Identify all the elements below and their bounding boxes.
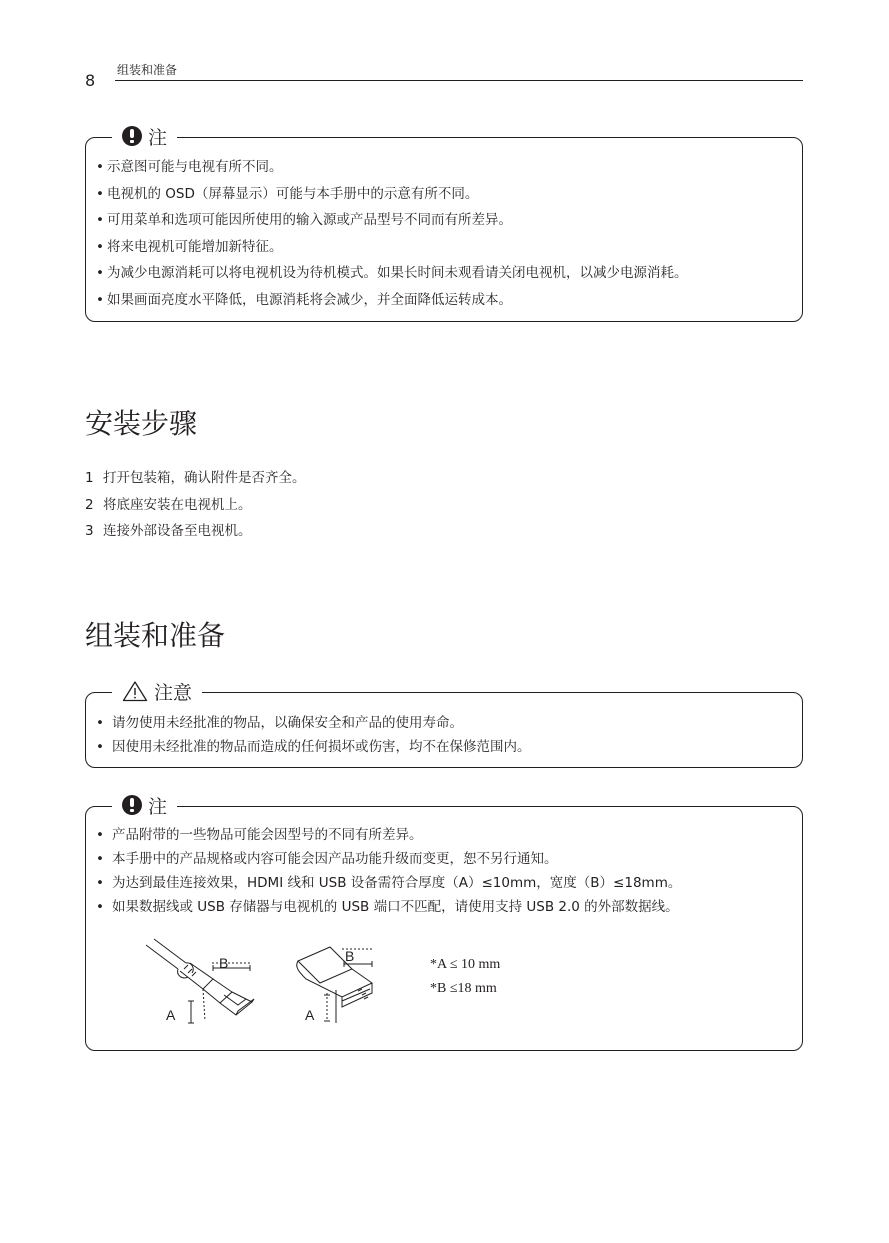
list-item-text: 为减少电源消耗可以将电视机设为待机模式。如果长时间未观看请关闭电视机，以减少电源消耗。 xyxy=(107,265,688,281)
list-item: • 将来电视机可能增加新特征。 xyxy=(96,238,283,255)
dimension-b-text: *B ≤18 mm xyxy=(430,981,497,996)
list-item: • 如果画面亮度水平降低，电源消耗将会减少，并全面降低运转成本。 xyxy=(96,291,512,308)
list-item-text: 如果画面亮度水平降低，电源消耗将会减少，并全面降低运转成本。 xyxy=(107,291,512,308)
step-number: 2 xyxy=(85,496,94,513)
header-section-title: 组装和准备 xyxy=(117,63,178,77)
install-heading: 安装步骤 xyxy=(85,407,198,440)
caution-list xyxy=(96,711,531,759)
list-item: • 可用菜单和选项可能因所使用的输入源或产品型号不同而有所差异。 xyxy=(96,212,512,228)
note-list xyxy=(96,823,681,919)
note-title-label: 注 xyxy=(148,795,168,818)
list-item-text: 产品附带的一些物品可能会因型号的不同有所差异。 xyxy=(112,827,423,843)
note-box xyxy=(85,126,803,322)
list-item-text: 本手册中的产品规格或内容可能会因产品功能升级而变更，恕不另行通知。 xyxy=(112,851,558,867)
step-number: 1 xyxy=(85,470,94,486)
list-item-text: 如果数据线或 USB 存储器与电视机的 USB 端口不匹配，请使用支持 USB 2.0 的外部数据线。 xyxy=(112,899,679,915)
page-number: 8 xyxy=(85,71,96,90)
connector-diagram xyxy=(140,935,390,1030)
list-item-text: 可用菜单和选项可能因所使用的输入源或产品型号不同而有所差异。 xyxy=(107,212,512,228)
dimension-a-text: *A ≤ 10 mm xyxy=(430,957,501,972)
list-item: • 为达到最佳连接效果，HDMI 线和 USB 设备需符合厚度（A）≤10mm，宽度（B）≤18mm。 xyxy=(96,875,682,891)
list-item-text: 将来电视机可能增加新特征。 xyxy=(107,238,283,255)
warning-triangle-icon xyxy=(122,680,148,702)
step-text: 打开包装箱，确认附件是否齐全。 xyxy=(103,470,306,486)
hdmi-label-b: B xyxy=(219,955,229,971)
assembly-heading: 组装和准备 xyxy=(85,619,226,652)
list-item: • 请勿使用未经批准的物品，以确保安全和产品的使用寿命。 xyxy=(96,715,463,731)
list-item-text: 请勿使用未经批准的物品，以确保安全和产品的使用寿命。 xyxy=(112,715,463,731)
install-steps-list xyxy=(85,465,306,545)
usb-label-b: B xyxy=(345,948,355,964)
caution-box-title xyxy=(112,677,202,705)
list-item: • 为减少电源消耗可以将电视机设为待机模式。如果长时间未观看请关闭电视机，以减少电源消耗。 xyxy=(96,265,688,281)
dimension-legend xyxy=(430,953,500,1001)
exclamation-circle-icon xyxy=(122,126,142,146)
header-divider xyxy=(115,80,803,81)
step-item xyxy=(85,492,306,519)
list-item-text: 示意图可能与电视有所不同。 xyxy=(107,159,283,175)
note-list xyxy=(96,154,688,313)
list-item: • 因使用未经批准的物品而造成的任何损坏或伤害，均不在保修范围内。 xyxy=(96,739,531,755)
caution-title-label: 注意 xyxy=(154,681,193,704)
step-item xyxy=(85,465,306,492)
exclamation-circle-icon xyxy=(122,795,142,815)
caution-box xyxy=(85,681,803,768)
list-item: • 示意图可能与电视有所不同。 xyxy=(96,159,283,175)
note-box-title xyxy=(112,122,177,150)
hdmi-plug-illustration xyxy=(146,939,254,1023)
list-item: • 本手册中的产品规格或内容可能会因产品功能升级而变更，恕不另行通知。 xyxy=(96,851,558,867)
step-number: 3 xyxy=(85,523,94,539)
hdmi-label-a: A xyxy=(166,1007,176,1023)
step-item xyxy=(85,518,306,545)
note-box-title xyxy=(112,791,177,819)
usb-label-a: A xyxy=(305,1007,315,1023)
list-item-text: 为达到最佳连接效果，HDMI 线和 USB 设备需符合厚度（A）≤10mm，宽度（B）≤18mm。 xyxy=(112,875,682,891)
step-text: 连接外部设备至电视机。 xyxy=(103,523,252,539)
step-text: 将底座安装在电视机上。 xyxy=(103,496,252,513)
list-item: • 电视机的 OSD（屏幕显示）可能与本手册中的示意有所不同。 xyxy=(96,185,479,202)
list-item: • 如果数据线或 USB 存储器与电视机的 USB 端口不匹配，请使用支持 USB 2.0 的外部数据线。 xyxy=(96,899,679,915)
list-item-text: 电视机的 OSD（屏幕显示）可能与本手册中的示意有所不同。 xyxy=(107,185,479,202)
list-item: • 产品附带的一些物品可能会因型号的不同有所差异。 xyxy=(96,827,423,843)
note-title-label: 注 xyxy=(148,126,168,149)
list-item-text: 因使用未经批准的物品而造成的任何损坏或伤害，均不在保修范围内。 xyxy=(112,739,531,755)
